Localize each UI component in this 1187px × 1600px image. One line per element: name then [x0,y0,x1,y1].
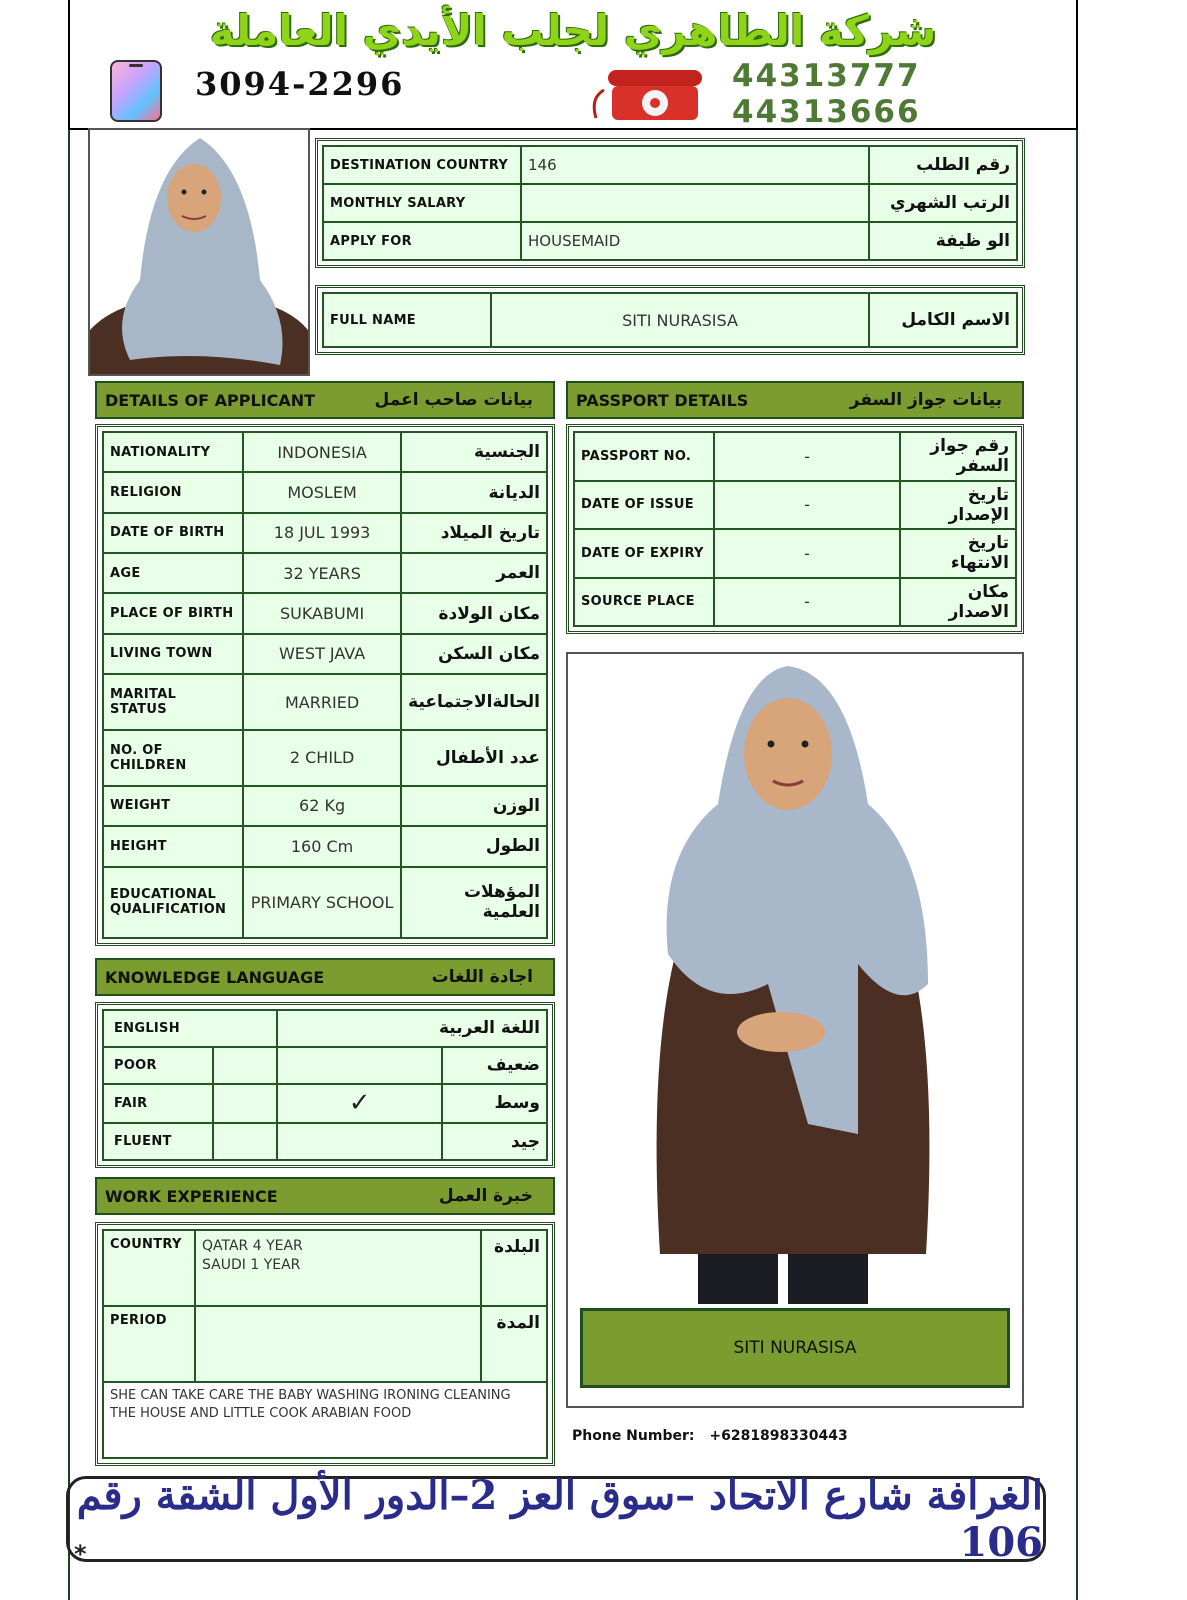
details-ar: الديانة [401,472,547,512]
table-row [103,674,547,730]
full-name-value: SITI NURASISA [491,293,869,347]
details-en: AGE [103,553,243,593]
phone-value: +6281898330443 [709,1428,848,1444]
details-title-ar: بيانات صاحب اعمل [374,390,533,410]
details-en: LIVING TOWN [103,634,243,674]
language-header [95,958,555,996]
passport-en: PASSPORT NO. [574,432,714,481]
destination-country-value: 146 [521,146,869,184]
passport-val: - [714,432,900,481]
period-value [195,1306,481,1382]
details-ar: الطول [401,826,547,866]
phone-2: 44313666 [732,94,921,130]
table-row [103,1230,547,1306]
details-val: 160 Cm [243,826,401,866]
contact-phone [572,1428,848,1444]
experience-note: SHE CAN TAKE CARE THE BABY WASHING IRONING CLEANING THE HOUSE AND LITTLE COOK ARABIAN FOOD [103,1382,547,1458]
company-name: شركة الطاهري لجلب الأيدي العاملة [209,6,937,55]
details-en: RELIGION [103,472,243,512]
details-en: NATIONALITY [103,432,243,472]
passport-val: - [714,578,900,627]
table-row [103,1382,547,1458]
language-table [102,1009,548,1161]
passport-table [573,431,1017,627]
details-val: 62 Kg [243,786,401,826]
phone-1: 44313777 [732,58,921,94]
details-val: PRIMARY SCHOOL [243,867,401,939]
monthly-salary-ar: الرتب الشهري [869,184,1017,222]
experience-title: WORK EXPERIENCE [105,1186,278,1206]
fluent-arabic-cell [277,1123,442,1160]
monthly-salary-value [521,184,869,222]
table-row [103,730,547,786]
details-val: MOSLEM [243,472,401,512]
company-header [68,0,1078,130]
phone-label: Phone Number: [572,1428,695,1444]
language-title: KNOWLEDGE LANGUAGE [105,967,325,987]
passport-ar: مكان الاصدار [900,578,1016,627]
table-row [574,529,1016,578]
table-row [103,826,547,866]
period-label: PERIOD [103,1306,195,1382]
details-ar: الحالةالاجتماعية [401,674,547,730]
details-ar: المؤهلات العلمية [401,867,547,939]
details-val: 32 YEARS [243,553,401,593]
full-name-ar: الاسم الكامل [869,293,1017,347]
details-ar: الجنسية [401,432,547,472]
language-title-ar: اجادة اللغات [431,967,533,987]
table-row [103,513,547,553]
details-en: NO. OF CHILDREN [103,730,243,786]
photo-caption: SITI NURASISA [580,1308,1010,1388]
details-en: PLACE OF BIRTH [103,593,243,633]
table-row [103,1306,547,1382]
level-poor-ar: ضعيف [442,1047,547,1084]
country-value-1: QATAR 4 YEAR [202,1238,303,1254]
passport-en: SOURCE PLACE [574,578,714,627]
passport-ar: رقم جواز السفر [900,432,1016,481]
poor-arabic-cell [277,1047,442,1084]
table-row [103,593,547,633]
experience-box [95,1222,555,1466]
details-ar: مكان السكن [401,634,547,674]
details-table [102,431,548,939]
landline-numbers [732,58,921,130]
details-val: MARRIED [243,674,401,730]
table-row [103,786,547,826]
table-row [323,184,1017,222]
table-row [323,146,1017,184]
experience-header [95,1177,555,1215]
details-en: DATE OF BIRTH [103,513,243,553]
country-value [195,1230,481,1306]
table-row [103,634,547,674]
fluent-english-cell [213,1123,277,1160]
details-ar: مكان الولادة [401,593,547,633]
table-row [103,432,547,472]
apply-for-ar: الو ظيفة [869,222,1017,260]
details-ar: الوزن [401,786,547,826]
mobile-number: 3094-2296 [195,65,405,103]
details-ar: عدد الأطفال [401,730,547,786]
country-label: COUNTRY [103,1230,195,1306]
details-ar: تاريخ الميلاد [401,513,547,553]
full-name-box [315,285,1025,355]
table-row [323,293,1017,347]
details-box [95,424,555,946]
table-row [103,1084,547,1123]
level-fluent-ar: جيد [442,1123,547,1160]
country-ar: البلدة [481,1230,547,1306]
details-en: WEIGHT [103,786,243,826]
table-row [574,481,1016,530]
details-val: 18 JUL 1993 [243,513,401,553]
applicant-portrait-icon [90,130,308,374]
application-info-table [322,145,1018,261]
mobile-phone-icon [110,60,162,122]
applicant-fullbody-icon [568,654,1022,1406]
monthly-salary-label: MONTHLY SALARY [323,184,521,222]
level-fluent: FLUENT [103,1123,213,1160]
experience-title-ar: خبرة العمل [438,1186,533,1206]
table-row [103,1123,547,1160]
details-header [95,381,555,419]
passport-header [566,381,1024,419]
table-row [103,553,547,593]
level-fair-ar: وسط [442,1084,547,1123]
destination-country-ar: رقم الطلب [869,146,1017,184]
details-en: EDUCATIONAL QUALIFICATION [103,867,243,939]
poor-english-cell [213,1047,277,1084]
details-val: SUKABUMI [243,593,401,633]
apply-for-value: HOUSEMAID [521,222,869,260]
language-arabic: اللغة العربية [277,1010,547,1047]
table-row [103,1047,547,1084]
passport-en: DATE OF ISSUE [574,481,714,530]
destination-country-label: DESTINATION COUNTRY [323,146,521,184]
details-val: INDONESIA [243,432,401,472]
level-poor: POOR [103,1047,213,1084]
table-row [103,1010,547,1047]
telephone-icon [590,68,710,122]
details-val: 2 CHILD [243,730,401,786]
experience-table [102,1229,548,1459]
table-row [574,432,1016,481]
details-val: WEST JAVA [243,634,401,674]
details-title: DETAILS OF APPLICANT [105,390,316,410]
table-row [574,578,1016,627]
application-info-box [315,138,1025,268]
passport-val: - [714,529,900,578]
full-name-table [322,292,1018,348]
fair-english-cell [213,1084,277,1123]
language-box [95,1002,555,1168]
passport-val: - [714,481,900,530]
footer-address: الغرافة شارع الاتحاد –سوق العز 2–الدور الأول الشقة رقم 106 [66,1476,1046,1562]
table-row [323,222,1017,260]
passport-box [566,424,1024,634]
applicant-photo-small [88,128,310,376]
passport-title-ar: بيانات جواز السفر [849,390,1002,410]
passport-ar: تاريخ الانتهاء [900,529,1016,578]
country-value-2: SAUDI 1 YEAR [202,1257,301,1273]
apply-for-label: APPLY FOR [323,222,521,260]
passport-title: PASSPORT DETAILS [576,390,749,410]
table-row [103,867,547,939]
details-en: HEIGHT [103,826,243,866]
period-ar: المدة [481,1306,547,1382]
details-en: MARITAL STATUS [103,674,243,730]
applicant-photo-full [566,652,1024,1408]
passport-en: DATE OF EXPIRY [574,529,714,578]
checkmark-icon: ✓ [277,1084,442,1123]
full-name-label: FULL NAME [323,293,491,347]
footer-star: * [74,1540,87,1568]
level-fair: FAIR [103,1084,213,1123]
details-ar: العمر [401,553,547,593]
table-row [103,472,547,512]
passport-ar: تاريخ الإصدار [900,481,1016,530]
language-english: ENGLISH [103,1010,277,1047]
